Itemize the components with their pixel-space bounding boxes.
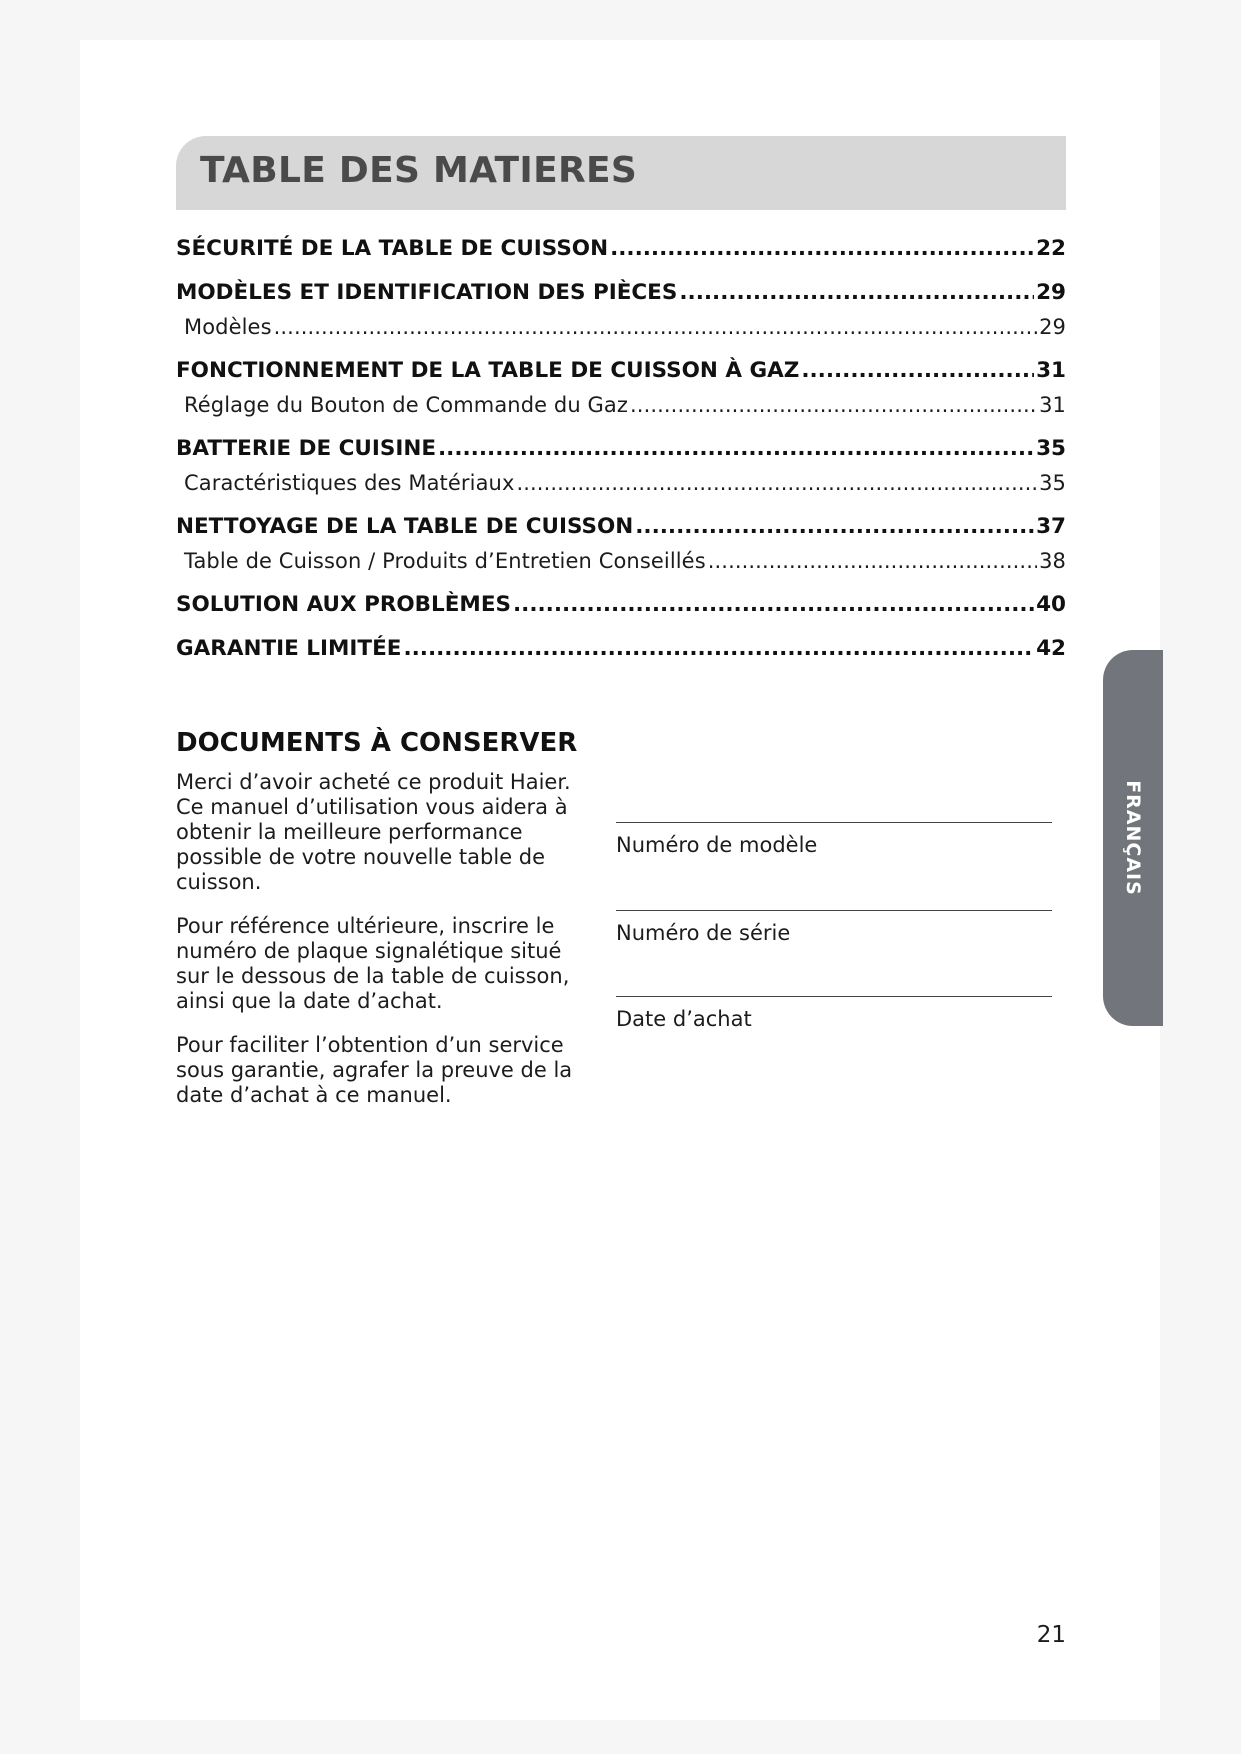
toc-entry-page: 29 bbox=[1036, 280, 1066, 305]
documents-paragraph: Pour référence ultérieure, inscrire le numéro de plaque signalétique situé sur le dessous de la table de cuisson, ainsi que la date d’achat. bbox=[176, 914, 570, 1013]
toc-entry-modeles-identification[interactable] bbox=[176, 276, 1066, 310]
toc-entry-page: 31 bbox=[1036, 358, 1066, 383]
toc-entry-nettoyage[interactable] bbox=[176, 510, 1066, 544]
purchase-date-field[interactable] bbox=[616, 996, 1052, 1031]
toc-subentry-produits-entretien[interactable] bbox=[176, 544, 1066, 578]
toc-entry-label: SÉCURITÉ DE LA TABLE DE CUISSON bbox=[176, 236, 609, 261]
toc-entry-page: 35 bbox=[1036, 436, 1066, 461]
dot-leader bbox=[801, 354, 1034, 388]
serial-number-label: Numéro de série bbox=[616, 921, 791, 945]
documents-paragraph: Merci d’avoir acheté ce produit Haier. Ce manuel d’utilisation vous aidera à obtenir la meilleure performance possible de votre nouvelle table de cuisson. bbox=[176, 770, 571, 894]
toc-entry-page: 35 bbox=[1039, 471, 1066, 495]
dot-leader bbox=[610, 232, 1034, 266]
dot-leader bbox=[679, 276, 1034, 310]
toc-entry-page: 37 bbox=[1036, 514, 1066, 539]
language-tab-label: FRANÇAIS bbox=[1122, 780, 1144, 896]
toc-entry-securite[interactable] bbox=[176, 232, 1066, 266]
dot-leader bbox=[403, 632, 1034, 666]
toc-entry-page: 31 bbox=[1039, 393, 1066, 417]
toc-entry-label: GARANTIE LIMITÉE bbox=[176, 636, 402, 661]
table-of-contents bbox=[176, 232, 1066, 666]
dot-leader bbox=[630, 388, 1037, 422]
toc-entry-batterie[interactable] bbox=[176, 432, 1066, 466]
model-number-line bbox=[616, 822, 1052, 823]
page-number: 21 bbox=[1036, 1622, 1066, 1648]
toc-entry-page: 38 bbox=[1039, 549, 1066, 573]
toc-entry-solution-problemes[interactable] bbox=[176, 588, 1066, 622]
dot-leader bbox=[438, 432, 1034, 466]
toc-entry-garantie[interactable] bbox=[176, 632, 1066, 666]
purchase-date-line bbox=[616, 996, 1052, 997]
toc-entry-page: 22 bbox=[1036, 236, 1066, 261]
documents-heading: DOCUMENTS À CONSERVER bbox=[176, 728, 578, 758]
dot-leader bbox=[274, 310, 1037, 344]
toc-entry-label: Réglage du Bouton de Commande du Gaz bbox=[184, 393, 629, 417]
toc-entry-page: 29 bbox=[1039, 315, 1066, 339]
toc-entry-label: NETTOYAGE DE LA TABLE DE CUISSON bbox=[176, 514, 634, 539]
page-title: TABLE DES MATIERES bbox=[200, 150, 638, 191]
documents-body bbox=[176, 770, 596, 1127]
toc-subentry-reglage-bouton[interactable] bbox=[176, 388, 1066, 422]
toc-subentry-caracteristiques[interactable] bbox=[176, 466, 1066, 500]
model-number-label: Numéro de modèle bbox=[616, 833, 818, 857]
dot-leader bbox=[635, 510, 1034, 544]
purchase-date-label: Date d’achat bbox=[616, 1007, 752, 1031]
dot-leader bbox=[516, 466, 1037, 500]
toc-entry-label: Caractéristiques des Matériaux bbox=[184, 471, 515, 495]
toc-header-band bbox=[176, 136, 1066, 210]
dot-leader bbox=[708, 544, 1037, 578]
toc-entry-label: BATTERIE DE CUISINE bbox=[176, 436, 437, 461]
toc-entry-label: SOLUTION AUX PROBLÈMES bbox=[176, 592, 512, 617]
serial-number-line bbox=[616, 910, 1052, 911]
toc-entry-label: Table de Cuisson / Produits d’Entretien Conseillés bbox=[184, 549, 706, 573]
toc-entry-label: MODÈLES ET IDENTIFICATION DES PIÈCES bbox=[176, 280, 678, 305]
toc-entry-label: Modèles bbox=[184, 315, 272, 339]
toc-entry-page: 40 bbox=[1036, 592, 1066, 617]
toc-subentry-modeles[interactable] bbox=[176, 310, 1066, 344]
model-number-field[interactable] bbox=[616, 822, 1052, 857]
toc-entry-label: FONCTIONNEMENT DE LA TABLE DE CUISSON À GAZ bbox=[176, 358, 800, 383]
language-tab[interactable] bbox=[1103, 650, 1163, 1026]
serial-number-field[interactable] bbox=[616, 910, 1052, 945]
toc-entry-fonctionnement[interactable] bbox=[176, 354, 1066, 388]
documents-paragraph: Pour faciliter l’obtention d’un service sous garantie, agrafer la preuve de la date d’achat à ce manuel. bbox=[176, 1033, 573, 1107]
dot-leader bbox=[513, 588, 1034, 622]
toc-entry-page: 42 bbox=[1036, 636, 1066, 661]
